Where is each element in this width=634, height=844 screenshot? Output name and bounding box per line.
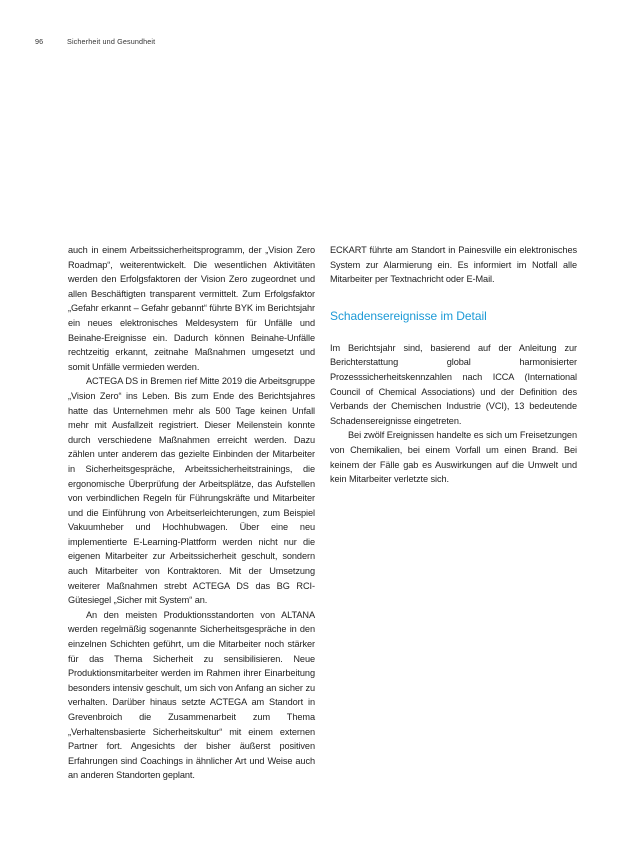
page-number: 96 <box>35 37 44 46</box>
left-column <box>68 243 315 783</box>
paragraph: ECKART führte am Standort in Painesville ein elektronisches System zur Alarmierung ein. Es informiert im Notfall alle Mitarbeiter per Textnachricht oder E-Mail. <box>330 245 577 285</box>
running-head <box>35 37 155 46</box>
paragraph: Bei zwölf Ereignissen handelte es sich um Freisetzungen von Chemikalien, bei einem Vorfall um einen Brand. Bei keinem der Fälle gab es Auswirkungen auf die Umwelt und kein Mitarbeiter verletzte sich. <box>330 430 577 485</box>
paragraph: ACTEGA DS in Bremen rief Mitte 2019 die Arbeitsgruppe „Vision Zero“ ins Leben. Bis zum Ende des Berichtsjahres hatte das Unternehmen mehr als 500 Tage keinen Unfall mehr mit Ausfallzeit registriert. Dieser Meilenstein konnte durch verschiedene Maßnahmen erreicht werden. Dazu zählen unter anderem das gezielte Einbinden der Mitarbeiter in Sicherheitsgespräche, Arbeitssicherheitstrainings, die ergonomische Überprüfung der Arbeitsplätze, das Aufstellen von verbindlichen Regeln für Führungskräfte und Mitarbeiter und die Einführung von Arbeitserleichterungen, zum Beispiel Vakuumheber und Hochhubwagen. Über eine neu implementierte E-Learning-Plattform werden nicht nur die eigenen Mitarbeiter zur Arbeitssicherheit geschult, sondern auch Mitarbeiter von Kontraktoren. Mit der Umsetzung weiterer Maßnahmen strebt ACTEGA DS das BG RCI-Gütesiegel „Sicher mit System“ an. <box>68 376 315 606</box>
paragraph: auch in einem Arbeitssicherheitsprogramm, der „Vision Zero Roadmap“, weiterentwickelt. Die wesentlichen Aktivitäten werden den Erfolgsfaktoren der Vision Zero zugeordnet und allen Beschäftigten transparent vermittelt. Zum Erfolgsfaktor „Gefahr erkannt – Gefahr gebannt“ führte BYK im Berichtsjahr ein neues elektronisches Meldesystem für Unfälle und Beinahe-Ereignisse ein. Dadurch können Beinahe-Unfälle rechtzeitig erkannt, zeitnahe Maßnahmen umgesetzt und somit Unfälle vermieden werden. <box>68 245 315 372</box>
right-column <box>330 243 577 487</box>
paragraph: Im Berichtsjahr sind, basierend auf der Anleitung zur Berichterstattung global harmonisierter Prozesssicherheitskennzahlen nach ICCA (International Council of Chemical Associations) und der Definition des Verbands der Chemischen Industrie (VCI), 13 bedeutende Schadensereignisse eingetreten. <box>330 342 577 426</box>
section-heading: Schadensereignisse im Detail <box>330 308 487 323</box>
section-title: Sicherheit und Gesundheit <box>67 37 156 46</box>
paragraph: An den meisten Produktionsstandorten von ALTANA werden regelmäßig sogenannte Sicherheitsgespräche in den einzelnen Schichten geführt, um die Mitarbeiter noch stärker für das Thema Sicherheit zu sensibilisieren. Neue Produktionsmitarbeiter werden im Rahmen ihrer Einarbeitung besonders intensiv geschult, um sich von Anfang an sicher zu verhalten. Darüber hinaus setzte ACTEGA am Standort in Grevenbroich die Zusammenarbeit zum Thema „Verhaltensbasierte Sicherheitskultur“ mit einem externen Partner fort. Angesichts der bisher äußerst positiven Erfahrungen sind Coachings in ähnlicher Art und Weise auch an anderen Standorten geplant. <box>68 609 315 781</box>
